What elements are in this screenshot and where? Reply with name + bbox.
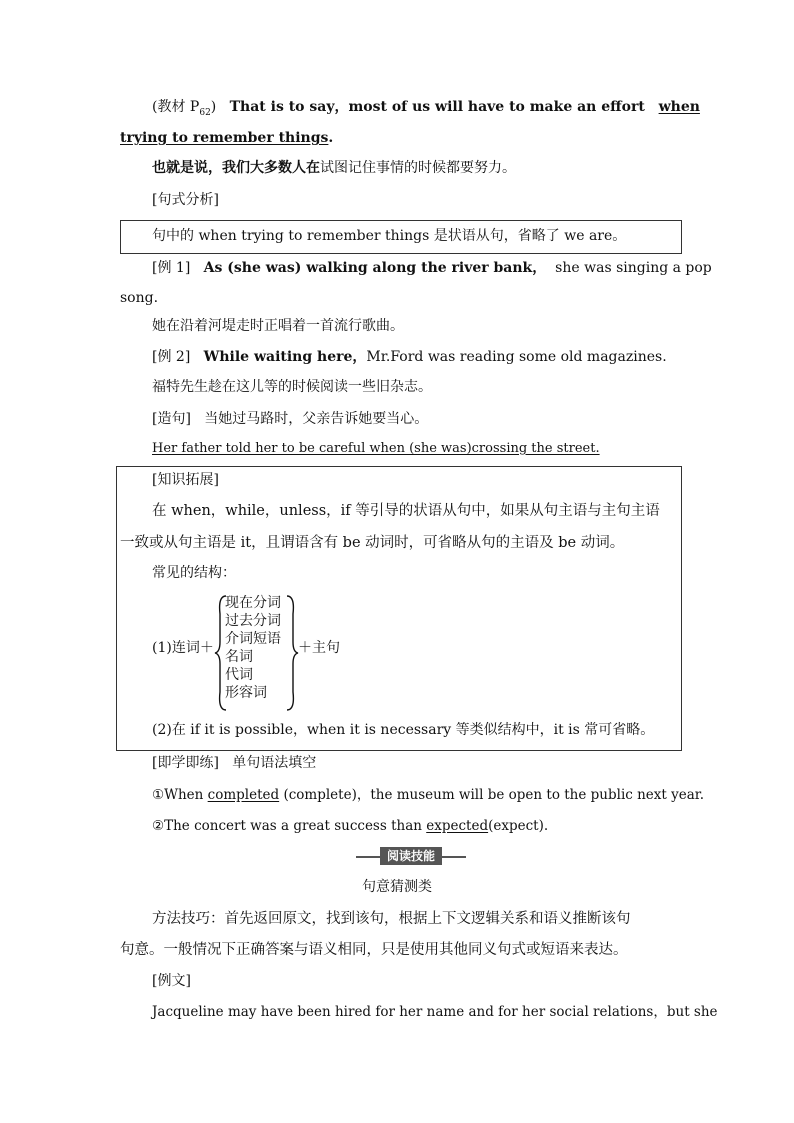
structure-item: 代词	[225, 667, 253, 683]
method-para: 方法技巧：首先返回原文，找到该句，根据上下文逻辑关系和语义推断该句	[152, 911, 631, 927]
reading-skills-banner	[356, 848, 466, 866]
example-2-translation: 福特先生趁在这儿等的时候阅读一些旧杂志。	[152, 379, 432, 395]
example-sentence: (教材 $P_{62}$) That is to say，most of us will have to make an effort when	[152, 99, 700, 118]
banner-label: 阅读技能	[380, 847, 442, 865]
example-1-cont: song.	[120, 290, 159, 306]
make-sentence: [造句] 当她过马路时，父亲告诉她要当心。	[152, 411, 429, 427]
analysis-header: [句式分析]	[152, 192, 219, 208]
reading-title: 句意猜测类	[362, 879, 432, 895]
structure-prefix: (1)连词＋	[152, 640, 214, 656]
practice-header: [即学即练] 单句语法填空	[152, 755, 317, 771]
knowledge-para1: 在 when，while，unless，if 等引导的状语从句中，如果从句主语与主句主语	[152, 503, 660, 519]
knowledge-para1-cont: 一致或从句主语是 it，且谓语含有 be 动词时，可省略从句的主语及 be 动词。	[120, 535, 625, 551]
method-para-cont: 句意。一般情况下正确答案与语义相同，只是使用其他同义句式或短语来表达。	[120, 942, 628, 958]
knowledge-common: 常见的结构：	[152, 565, 236, 581]
example-translation: 也就是说，我们大多数人在试图记住事情的时候都要努力。	[152, 160, 516, 176]
practice-q2: ②The concert was a great success than expected(expect).	[152, 818, 549, 834]
right-brace-icon	[285, 594, 299, 712]
make-sentence-answer: Her father told her to be careful when (she was)crossing the street.	[152, 441, 600, 456]
example-1: [例 1] As (she was) walking along the river bank， she was singing a pop	[152, 260, 712, 276]
analysis-text: 句中的 when trying to remember things 是状语从句，省略了 we are。	[152, 228, 627, 244]
knowledge-item2: (2)在 if it is possible，when it is necessary 等类似结构中，it is 常可省略。	[152, 722, 655, 738]
structure-item: 形容词	[225, 685, 267, 701]
example-text-header: [例文]	[152, 973, 191, 989]
example-1-translation: 她在沿着河堤走时正唱着一首流行歌曲。	[152, 318, 404, 334]
practice-q1: ①When completed (complete)，the museum will be open to the public next year.	[152, 787, 705, 803]
knowledge-header: [知识拓展]	[152, 472, 219, 488]
structure-item: 介词短语	[225, 631, 281, 647]
example-text: Jacqueline may have been hired for her name and for her social relations，but she	[152, 1004, 718, 1020]
example-2: [例 2] While waiting here，Mr.Ford was reading some old magazines.	[152, 349, 667, 365]
structure-item: 过去分词	[225, 613, 281, 629]
example-sentence-cont: trying to remember things.	[120, 130, 334, 146]
structure-item: 现在分词	[225, 595, 281, 611]
structure-item: 名词	[225, 649, 253, 665]
structure-suffix: ＋主句	[298, 640, 340, 656]
structure-list	[225, 594, 281, 702]
